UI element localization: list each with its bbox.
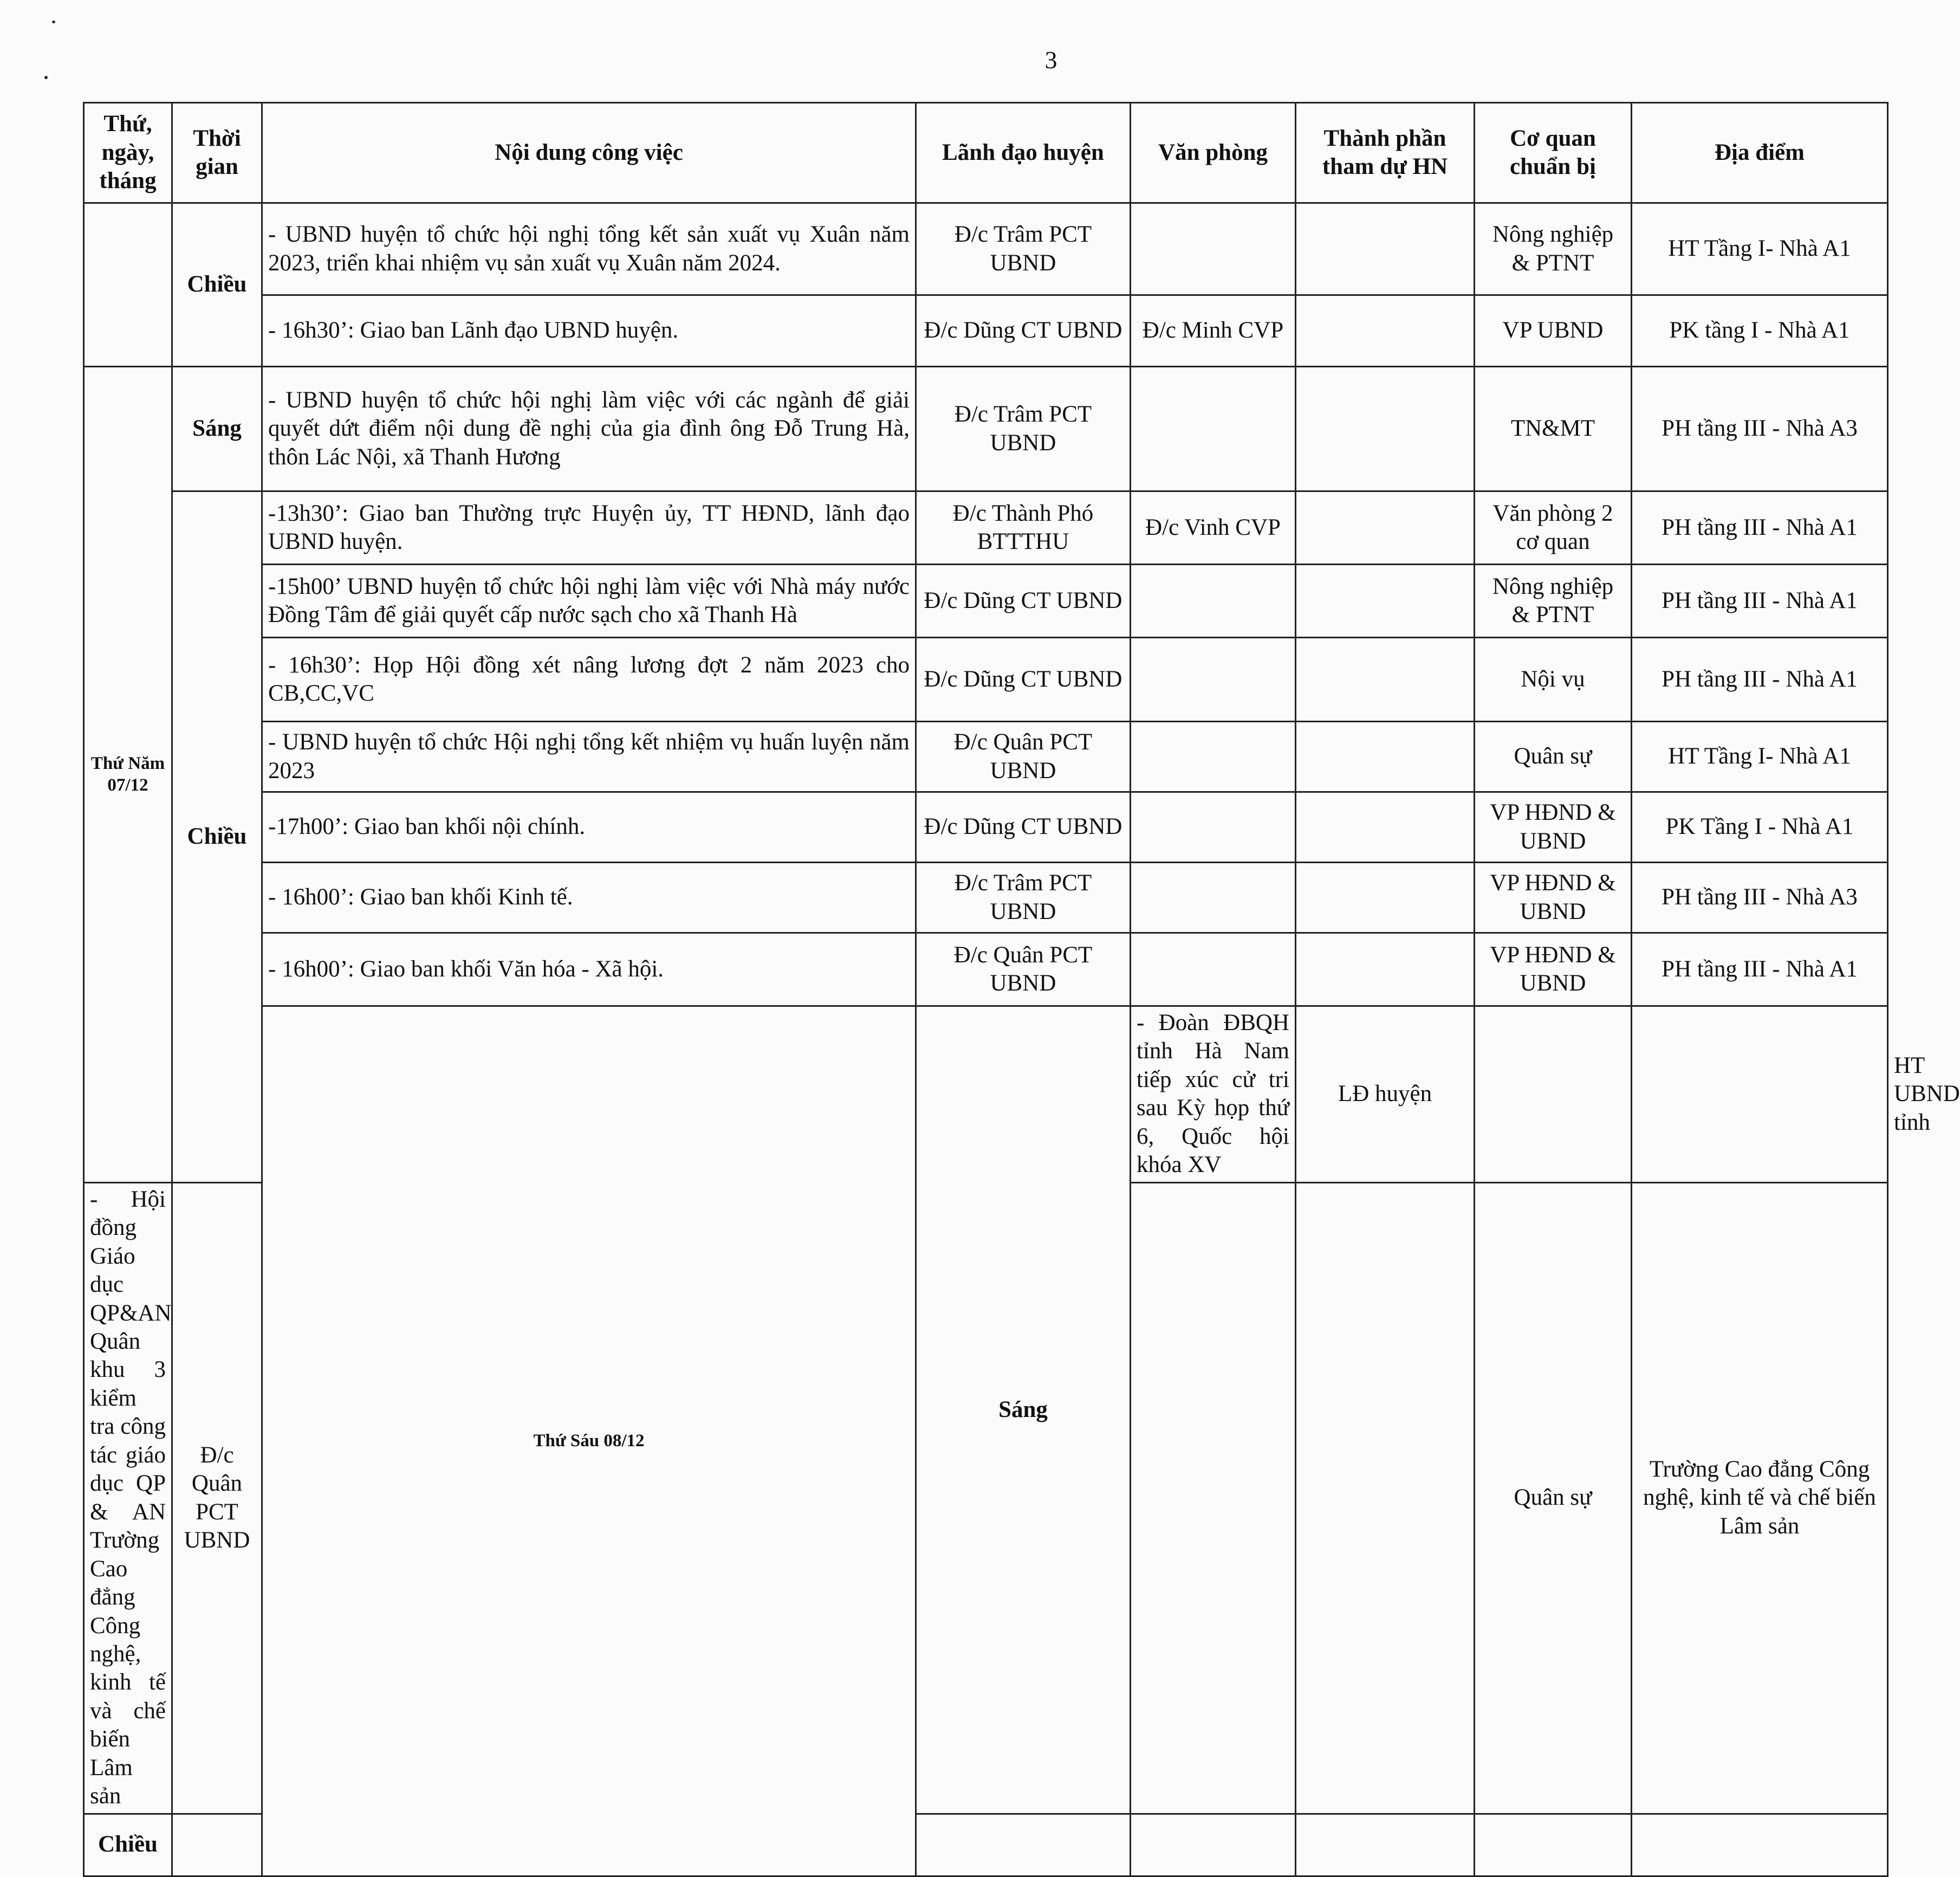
leader-cell: Đ/c Trâm PCT UBND	[916, 863, 1131, 933]
scan-speck	[52, 21, 55, 23]
content-cell: -17h00’: Giao ban khối nội chính.	[262, 792, 916, 863]
table-row	[84, 933, 1888, 1006]
office-cell	[1131, 863, 1296, 933]
location-cell: PH tầng III - Nhà A1	[1632, 638, 1888, 722]
prep-cell: Nông nghiệp & PTNT	[1475, 203, 1632, 295]
leader-cell: Đ/c Trâm PCT UBND	[916, 367, 1131, 491]
prep-cell	[1475, 1814, 1632, 1876]
location-cell: HT Tầng I- Nhà A1	[1632, 722, 1888, 792]
day-cell: Thứ Sáu 08/12	[262, 1006, 916, 1876]
participants-cell	[1296, 295, 1475, 367]
table-row	[84, 792, 1888, 863]
leader-cell: LĐ huyện	[1296, 1006, 1475, 1183]
leader-cell: Đ/c Quân PCT UBND	[172, 1182, 262, 1814]
leader-cell: Đ/c Dũng CT UBND	[916, 565, 1131, 638]
participants-cell	[1632, 1006, 1888, 1183]
leader-cell: Đ/c Trâm PCT UBND	[916, 203, 1131, 295]
content-cell: - UBND huyện tổ chức hội nghị làm việc với các ngành để giải quyết dứt điểm nội dung đề nghị của gia đình ông Đỗ Trung Hà, thôn Lác Nội, xã Thanh Hương	[262, 367, 916, 491]
time-slot: Chiều	[84, 1814, 172, 1876]
participants-cell	[1296, 722, 1475, 792]
scan-speck	[44, 76, 48, 79]
leader-cell: Đ/c Quân PCT UBND	[916, 933, 1131, 1006]
participants-cell	[1296, 203, 1475, 295]
content-cell: - UBND huyện tổ chức Hội nghị tổng kết nhiệm vụ huấn luyện năm 2023	[262, 722, 916, 792]
day-cell: Thứ Năm 07/12	[84, 367, 172, 1183]
table-row	[84, 638, 1888, 722]
content-cell: - Đoàn ĐBQH tỉnh Hà Nam tiếp xúc cử tri sau Kỳ họp thứ 6, Quốc hội khóa XV	[1131, 1006, 1296, 1183]
time-slot: Sáng	[172, 367, 262, 491]
prep-cell: VP HĐND & UBND	[1475, 792, 1632, 863]
participants-cell	[1296, 863, 1475, 933]
location-cell: PH tầng III - Nhà A3	[1632, 863, 1888, 933]
participants-cell	[1296, 933, 1475, 1006]
schedule-table	[83, 102, 1960, 1877]
leader-cell: Đ/c Dũng CT UBND	[916, 638, 1131, 722]
office-cell	[1131, 367, 1296, 491]
content-cell: - 16h00’: Giao ban khối Kinh tế.	[262, 863, 916, 933]
content-cell: - 16h30’: Họp Hội đồng xét nâng lương đợt 2 năm 2023 cho CB,CC,VC	[262, 638, 916, 722]
header-leader: Lãnh đạo huyện	[916, 103, 1131, 203]
participants-cell	[1296, 638, 1475, 722]
prep-cell: VP UBND	[1475, 295, 1632, 367]
prep-cell: Nông nghiệp & PTNT	[1475, 565, 1632, 638]
location-cell	[1632, 1814, 1888, 1876]
page-number: 3	[1044, 46, 1057, 74]
participants-cell	[1296, 491, 1475, 565]
content-cell: - Hội đồng Giáo dục QP&AN Quân khu 3 kiểm tra công tác giáo dục QP & AN Trường Cao đẳng Công nghệ, kinh tế và chế biến Lâm sản	[84, 1182, 172, 1814]
header-row	[84, 103, 1888, 203]
office-cell	[1131, 722, 1296, 792]
header-day: Thứ, ngày, tháng	[84, 103, 172, 203]
table-row: Thứ Sáu 08/12 Sáng - Đoàn ĐBQH tỉnh Hà Nam tiếp xúc cử tri sau Kỳ họp thứ 6, Quốc hội khóa XV LĐ huyện HT UBND tỉnh	[84, 1006, 1888, 1183]
content-cell	[172, 1814, 262, 1876]
day-cell	[84, 203, 172, 367]
table-row	[84, 565, 1888, 638]
office-cell	[1131, 792, 1296, 863]
location-cell: PH tầng III - Nhà A1	[1632, 491, 1888, 565]
office-cell	[1475, 1006, 1632, 1183]
header-participants: Thành phần tham dự HN	[1296, 103, 1475, 203]
office-cell	[1131, 1182, 1296, 1814]
office-cell	[1131, 1814, 1296, 1876]
office-cell	[1131, 638, 1296, 722]
participants-cell	[1296, 367, 1475, 491]
table-row	[84, 863, 1888, 933]
table-row	[84, 491, 1888, 565]
location-cell: HT Tầng I- Nhà A1	[1632, 203, 1888, 295]
participants-cell	[1296, 565, 1475, 638]
location-cell: PH tầng III - Nhà A3	[1632, 367, 1888, 491]
prep-cell: TN&MT	[1475, 367, 1632, 491]
table-row	[84, 367, 1888, 491]
prep-cell: Quân sự	[1475, 722, 1632, 792]
content-cell: - UBND huyện tổ chức hội nghị tổng kết sản xuất vụ Xuân năm 2023, triển khai nhiệm vụ sản xuất vụ Xuân năm 2024.	[262, 203, 916, 295]
content-cell: - 16h30’: Giao ban Lãnh đạo UBND huyện.	[262, 295, 916, 367]
location-cell: PH tầng III - Nhà A1	[1632, 933, 1888, 1006]
content-cell: -15h00’ UBND huyện tổ chức hội nghị làm việc với Nhà máy nước Đồng Tâm để giải quyết cấp nước sạch cho xã Thanh Hà	[262, 565, 916, 638]
time-slot: Sáng	[916, 1006, 1131, 1814]
participants-cell	[1296, 1814, 1475, 1876]
header-content: Nội dung công việc	[262, 103, 916, 203]
location-cell: PH tầng III - Nhà A1	[1632, 565, 1888, 638]
office-cell	[1131, 565, 1296, 638]
header-time: Thời gian	[172, 103, 262, 203]
office-cell	[1131, 933, 1296, 1006]
office-cell	[1131, 203, 1296, 295]
prep-cell: VP HĐND & UBND	[1475, 933, 1632, 1006]
prep-cell: VP HĐND & UBND	[1475, 863, 1632, 933]
table-row	[84, 203, 1888, 295]
prep-cell: Nội vụ	[1475, 638, 1632, 722]
leader-cell: Đ/c Quân PCT UBND	[916, 722, 1131, 792]
prep-cell: Quân sự	[1475, 1182, 1632, 1814]
header-office: Văn phòng	[1131, 103, 1296, 203]
content-cell: -13h30’: Giao ban Thường trực Huyện ủy, TT HĐND, lãnh đạo UBND huyện.	[262, 491, 916, 565]
location-cell: PK tầng I - Nhà A1	[1632, 295, 1888, 367]
leader-cell: Đ/c Dũng CT UBND	[916, 792, 1131, 863]
content-cell: - 16h00’: Giao ban khối Văn hóa - Xã hội.	[262, 933, 916, 1006]
leader-cell	[916, 1814, 1131, 1876]
table-row	[84, 722, 1888, 792]
location-cell: Trường Cao đẳng Công nghệ, kinh tế và chế biến Lâm sản	[1632, 1182, 1888, 1814]
participants-cell	[1296, 1182, 1475, 1814]
header-location: Địa điểm	[1632, 103, 1888, 203]
time-slot: Chiều	[172, 203, 262, 367]
office-cell: Đ/c Minh CVP	[1131, 295, 1296, 367]
time-slot: Chiều	[172, 491, 262, 1183]
leader-cell: Đ/c Dũng CT UBND	[916, 295, 1131, 367]
leader-cell: Đ/c Thành Phó BTTTHU	[916, 491, 1131, 565]
location-cell: PK Tầng I - Nhà A1	[1632, 792, 1888, 863]
participants-cell	[1296, 792, 1475, 863]
office-cell: Đ/c Vinh CVP	[1131, 491, 1296, 565]
header-prep-agency: Cơ quan chuẩn bị	[1475, 103, 1632, 203]
table-row	[84, 295, 1888, 367]
prep-cell: Văn phòng 2 cơ quan	[1475, 491, 1632, 565]
